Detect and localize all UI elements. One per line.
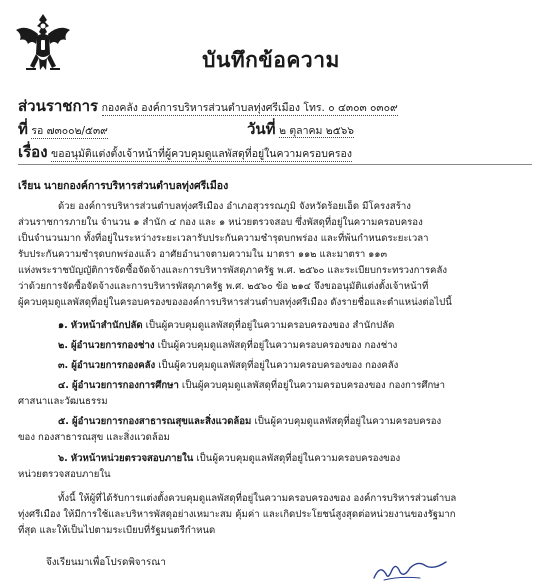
body-line: รับประกันความชำรุดบกพร่องแล้ว อาศัยอำนาจตามความใน มาตรา ๑๑๒ และมาตรา ๑๑๓ — [18, 249, 388, 260]
item-number: ๔. — [58, 380, 69, 391]
date-value: ๒ ตุลาคม ๒๕๖๖ — [279, 125, 354, 137]
agency-value: กองคลัง องค์การบริหารส่วนตำบลทุ่งศรีเมือง โทร. ๐ ๔๓๐๓ ๐๓๐๙ — [101, 102, 398, 114]
item-number: ๕. — [58, 416, 69, 427]
reference-row — [18, 117, 108, 141]
salutation-value: นายกองค์การบริหารส่วนตำบลทุ่งศรีเมือง — [43, 180, 229, 192]
list-item — [18, 451, 526, 483]
item-title: หัวหน้าสำนักปลัด — [70, 320, 143, 331]
closing-statement: จึงเรียนมาเพื่อโปรดพิจารณา — [46, 557, 166, 568]
item-title: หัวหน้าหน่วยตรวจสอบภายใน — [70, 453, 194, 464]
item-text: เป็นผู้ควบคุมดูแลพัสดุที่อยู่ในความครอบครอง — [251, 416, 442, 427]
body-line: เป็นจำนวนมาก ทั้งที่อยู่ในระหว่างระยะเวลารับประกันความชำรุดบกพร่อง และที่พ้นกำหนดระยะเวลา — [18, 233, 429, 244]
body-line: ส่วนราชการภายใน จำนวน ๑ สำนัก ๔ กอง และ ๑ หน่วยตรวจสอบ ซึ่งพัสดุที่อยู่ในความครอบครอง — [18, 217, 423, 228]
item-continuation: หน่วยตรวจสอบภายใน — [18, 469, 111, 480]
closing-line: ที่สุด และให้เป็นไปตามระเบียบที่รัฐมนตรีกำหนด — [18, 525, 216, 536]
closing-line: ทุ่งศรีเมือง ให้มีการใช้และบริหารพัสดุอย่างเหมาะสม คุ้มค่า และเกิดประโยชน์สูงสุดต่อหน่วยงานของรัฐมาก — [18, 509, 456, 520]
closing-paragraph — [18, 491, 526, 539]
item-continuation: ของ กองสาธารณสุข และสิ่งแวดล้อม — [18, 432, 170, 443]
agency-row — [18, 94, 398, 118]
body-line: แห่งพระราชบัญญัติการจัดซื้อจัดจ้างและการบริหารพัสดุภาครัฐ พ.ศ. ๒๕๖๐ และระเบียบกระทรวงการคลัง — [18, 265, 448, 276]
header-divider — [18, 164, 532, 165]
item-number: ๖. — [58, 453, 68, 464]
list-item — [18, 318, 526, 334]
agency-label: ส่วนราชการ — [18, 97, 99, 115]
item-text: เป็นผู้ควบคุมดูแลพัสดุที่อยู่ในความครอบครองของ — [193, 453, 401, 464]
signature-icon — [370, 556, 450, 584]
salutation-label: เรียน — [18, 180, 41, 192]
body-line: ผู้ควบคุมดูแลพัสดุที่อยู่ในครอบครองขององค์การบริหารส่วนตำบลทุ่งศรีเมือง ดังรายชื่อและตำแหน่งต่อไปนี้ — [18, 297, 452, 308]
item-title: ผู้อำนวยการกองการศึกษา — [71, 380, 179, 391]
list-item — [18, 414, 526, 446]
item-number: ๓. — [58, 360, 69, 371]
salutation — [18, 177, 228, 194]
subject-row — [18, 140, 352, 164]
subject-label: เรื่อง — [18, 143, 48, 161]
item-number: ๑. — [58, 320, 68, 331]
date-label: วันที่ — [247, 120, 276, 138]
item-text: เป็นผู้ควบคุมดูแลพัสดุที่อยู่ในความครอบครองของ กองช่าง — [154, 340, 398, 351]
item-number: ๒. — [58, 340, 68, 351]
item-title: ผู้อำนวยการกองช่าง — [71, 340, 155, 351]
list-item — [18, 358, 526, 374]
list-item — [18, 378, 526, 410]
closing-line: ทั้งนี้ ให้ผู้ที่ได้รับการแต่งตั้งควบคุมดูแลพัสดุที่อยู่ในความครอบครองของ องค์การบริหารส่วนตำบล — [58, 493, 457, 504]
date-row — [247, 117, 354, 141]
item-title: ผู้อำนวยการกองสาธารณสุขและสิ่งแวดล้อม — [71, 416, 252, 427]
item-title: ผู้อำนวยการกองคลัง — [71, 360, 156, 371]
list-item — [18, 338, 526, 354]
subject-value: ขออนุมัติแต่งตั้งเจ้าหน้าที่ผู้ควบคุมดูแลพัสดุที่อยู่ในความครอบครอง — [51, 148, 352, 160]
item-continuation: ศาสนาและวัฒนธรรม — [18, 396, 108, 407]
reference-label: ที่ — [18, 120, 28, 138]
item-text: เป็นผู้ควบคุมดูแลพัสดุที่อยู่ในความครอบครองของ สำนักปลัด — [142, 320, 395, 331]
item-text: เป็นผู้ควบคุมดูแลพัสดุที่อยู่ในความครอบครองของ กองคลัง — [155, 360, 399, 371]
body-paragraph — [18, 199, 526, 311]
item-text: เป็นผู้ควบคุมดูแลพัสดุที่อยู่ในความครอบครองของ กองการศึกษา — [178, 380, 445, 391]
document-title: บันทึกข้อความ — [202, 48, 340, 72]
body-line: ว่าด้วยการจัดซื้อจัดจ้างและการบริหารพัสดุภาครัฐ พ.ศ. ๒๕๖๐ ข้อ ๒๑๔ จึงขออนุมัติแต่งตั้งเจ้าหน้าที่ — [18, 281, 429, 292]
reference-value: รอ ๗๓๐๐๒/๕๓๙ — [31, 125, 108, 137]
body-line: ด้วย องค์การบริหารส่วนตำบลทุ่งศรีเมือง อำเภอสุวรรณภูมิ จังหวัดร้อยเอ็ด มีโครงสร้าง — [58, 201, 411, 212]
